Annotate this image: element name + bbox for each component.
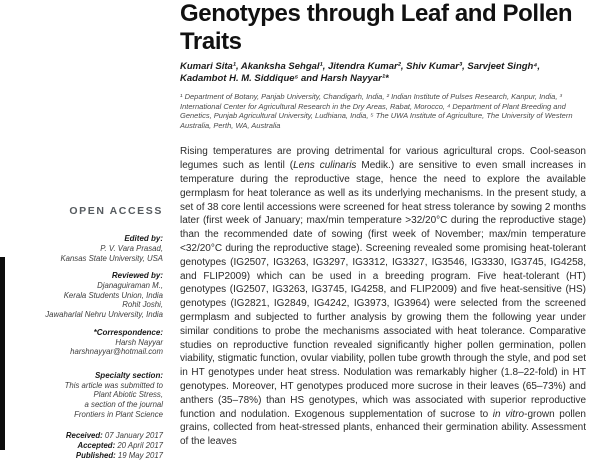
specialty-line: Plant Abiotic Stress, bbox=[93, 390, 163, 400]
specialty-line: a section of the journal bbox=[84, 399, 163, 409]
article-dates-block bbox=[0, 431, 163, 460]
correspondence-label: *Correspondence: bbox=[93, 327, 163, 337]
specialty-section-block bbox=[0, 371, 163, 419]
correspondence-name: Harsh Nayyar bbox=[115, 337, 163, 347]
affiliations-line: ¹ Department of Botany, Panjab University, Chandigarh, India, ² Indian Institute of Pulses Research, Kanpur, India, ³ International Center for Agricultural Research in the Dry Areas, Rabat, Morocco, ⁴ Department of Plant Breeding and Genetics, Punjab Agricultural University, Ludhiana, India, ⁵ The UWA Institute of Agriculture, The University of Western Australia, Perth, WA, Australia bbox=[180, 92, 573, 130]
reviewed-by-label: Reviewed by: bbox=[111, 271, 163, 281]
received-label: Received: bbox=[65, 431, 103, 441]
article-title: Genotypes through Leaf and Pollen Traits bbox=[180, 0, 573, 55]
specialty-journal-name: Frontiers in Plant Science bbox=[74, 409, 163, 419]
accepted-label: Accepted: bbox=[77, 440, 116, 450]
correspondence-email-link[interactable]: harshnayyar@hotmail.com bbox=[70, 347, 163, 357]
article-meta-sidebar bbox=[0, 205, 163, 460]
reviewer-name: Rohit Joshi, bbox=[122, 300, 163, 310]
edited-by-block bbox=[0, 234, 163, 263]
editor-affiliation: Kansas State University, USA bbox=[60, 253, 163, 263]
article-main-column bbox=[180, 0, 586, 449]
reviewer-affiliation: Kerala Students Union, India bbox=[63, 290, 163, 300]
correspondence-block bbox=[0, 328, 163, 357]
editor-name: P. V. Vara Prasad, bbox=[100, 244, 163, 253]
received-value: 07 January 2017 bbox=[102, 431, 163, 441]
specialty-section-label: Specialty section: bbox=[94, 370, 163, 380]
published-value: 19 May 2017 bbox=[115, 450, 163, 460]
edited-by-label: Edited by: bbox=[124, 234, 163, 243]
received-date bbox=[0, 431, 163, 441]
specialty-line: This article was submitted to bbox=[64, 380, 163, 390]
authors-line: Kumari Sita¹, Akanksha Sehgal¹, Jitendra Kumar², Shiv Kumar³, Sarvjeet Singh⁴, Kadambot H. M. Siddique⁵ and Harsh Nayyar¹* bbox=[180, 61, 541, 84]
open-access-badge: OPEN ACCESS bbox=[69, 205, 163, 217]
reviewed-by-block bbox=[0, 271, 163, 319]
reviewer-affiliation: Jawaharlal Nehru University, India bbox=[45, 309, 163, 319]
published-date bbox=[0, 451, 163, 460]
reviewer-name: Djanaguiraman M., bbox=[97, 281, 163, 291]
published-label: Published: bbox=[75, 450, 116, 460]
abstract-text: Rising temperatures are proving detrimental for various agricultural crops. Cool-season legumes such as lentil (Lens culinaris Medik.) are sensitive to even small increases in temperature during the reproductive stage, hence the need to explore the available germplasm for heat tolerance as well as its underlying mechanisms. In the present study, a set of 38 core lentil accessions were screened for heat stress tolerance by sowing 2 months later (first week of January; max/min temperature >32/20°C during the reproductive stage) than the recommended date of sowing (first week of November; max/min temperature <32/20°C during the reproductive stage). Screening revealed some promising heat-tolerant genotypes (IG2507, IG3263, IG3297, IG3312, IG3327, IG3546, IG3330, IG3745, IG4258, and FLIP2009) which can be used in a breeding program. Five heat-tolerant (HT) genotypes (IG2507, IG3263, IG3745, IG4258, and FLIP2009) and five heat-sensitive (HS) genotypes (IG2821, IG2849, IG4242, IG3973, IG3964) were selected from the screened germplasm and subjected to further analysis by growing them the following year under similar conditions to probe the mechanisms associated with heat tolerance. Comparative studies on reproductive function revealed significantly higher pollen germination, pollen viability, stigmatic function, ovular viability, pollen tube growth through the style, and pod set in HT genotypes under heat stress. Nodulation was remarkably higher (1.8–22-fold) in HT genotypes. Moreover, HT genotypes produced more sucrose in their leaves (65–73%) and anthers (35–78%) than HS genotypes, which was associated with superior reproductive function and nodulation. Exogenous supplementation of sucrose to in vitro-grown pollen grains, collected from heat-stressed plants, enhanced their germination ability. Assessment of the leaves bbox=[180, 146, 586, 448]
accepted-date bbox=[0, 441, 163, 451]
accepted-value: 20 April 2017 bbox=[115, 440, 163, 450]
